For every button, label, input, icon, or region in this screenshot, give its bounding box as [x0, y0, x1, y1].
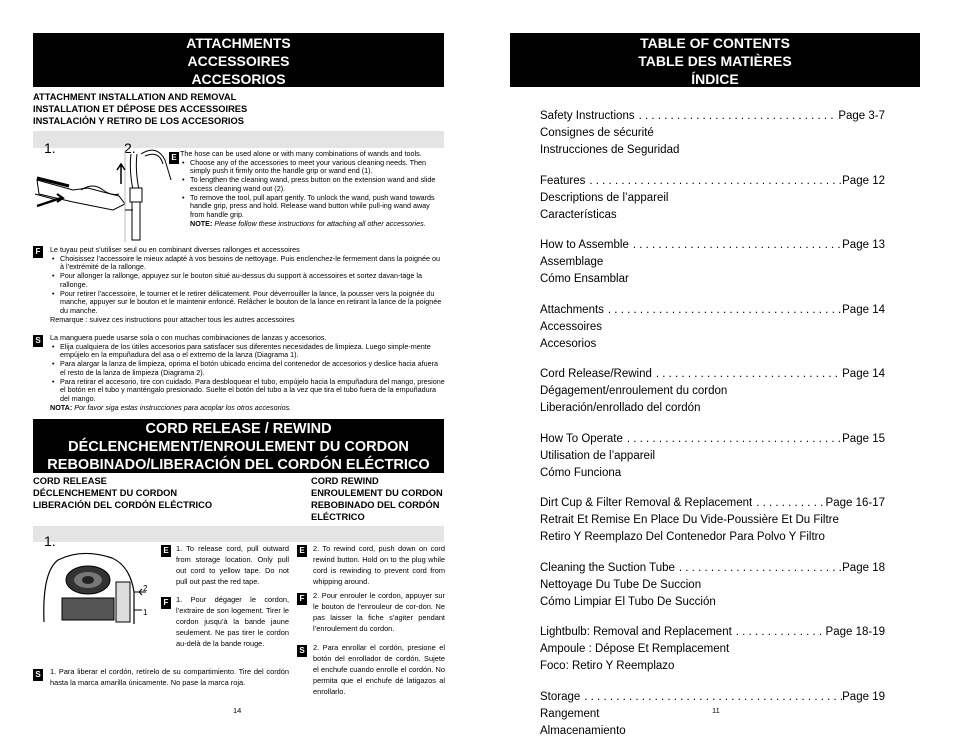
toc-leader-dots	[675, 560, 842, 577]
banner-line: ÍNDICE	[691, 71, 739, 87]
banner-line: ACCESSOIRES	[187, 53, 290, 69]
toc-subtitle: Cómo Ensamblar	[540, 273, 629, 285]
cord-banner	[33, 419, 444, 473]
toc-title: Storage	[540, 690, 581, 703]
lang-tag-spanish: S	[33, 335, 43, 347]
toc-leader-dots	[635, 108, 839, 125]
toc-subtitle: Accessoires	[540, 320, 602, 333]
french-intro: Le tuyau peut s’utiliser seul ou en combinant diverses rallonges et accessoires	[50, 245, 300, 254]
toc-line	[540, 237, 885, 254]
heading-line: INSTALLATION ET DÉPOSE DES ACCESSOIRES	[33, 104, 248, 114]
banner-line: ATTACHMENTS	[186, 35, 291, 51]
heading-line: DÉCLENCHEMENT DU CORDON	[33, 488, 178, 498]
lang-tag-english: E	[169, 152, 179, 164]
list-item: • Choisissez l’accessoire le mieux adapté à vos besoins de nettoyage. Puis enclenchez-le fermement dans la poignée ou à l’extrémité de la rallonge.	[50, 255, 445, 272]
toc-banner	[510, 33, 920, 87]
toc-entry	[540, 302, 885, 353]
heading-line: LIBERACIÓN DEL CORDÓN ELÉCTRICO	[33, 500, 213, 510]
heading-line: ENROULEMENT DU CORDON	[311, 488, 443, 498]
list-item: • To lengthen the cleaning wand, press button on the extension wand and slide excess cleaning wand out (2).	[180, 176, 442, 193]
toc-entry	[540, 495, 885, 546]
toc-leader-dots	[585, 173, 842, 190]
list-item: • Pour allonger la rallonge, appuyez sur le bouton situé au-dessus du support à accessoires et sortez davan-tage la rallonge.	[50, 272, 445, 289]
cord-release-heading	[33, 475, 212, 511]
toc-line	[540, 689, 885, 706]
toc-subtitle: Cómo Limpiar El Tubo De Succión	[540, 595, 716, 608]
toc-title: Dirt Cup & Filter Removal & Replacement	[540, 497, 753, 509]
note-label: NOTE:	[190, 218, 213, 228]
heading-line: ELÉCTRICO	[311, 512, 365, 522]
banner-line: ACCESORIOS	[191, 71, 286, 87]
english-intro: The hose can be used alone or with many combinations of wands and tools.	[180, 149, 422, 158]
cord-release-spanish: 1. Para liberar el cordón, retírelo de su compartimiento. Tire del cordón hasta la marca amarilla únicamente. No pase la marca roja.	[50, 667, 289, 687]
toc-page-ref: Page 18	[842, 561, 885, 574]
toc-title: Safety Instructions	[540, 110, 635, 122]
toc-title: Features	[540, 174, 586, 187]
toc-line	[540, 624, 885, 641]
toc-page-ref: Page 3-7	[838, 110, 885, 122]
toc-subtitle: Consignes de sécurité	[540, 127, 654, 139]
toc-page-ref: Page 14	[842, 303, 885, 316]
right-page-number: 11	[712, 706, 720, 715]
toc-entry	[540, 173, 885, 224]
list-item: • To remove the tool, pull apart gently. To unlock the wand, push wand towards handle grip, press and hold. Release wand button while pull-ing wand away from handle grip.	[180, 194, 442, 220]
toc-subtitle: Foco: Retiro Y Reemplazo	[540, 660, 675, 672]
left-page-number: 14	[233, 706, 242, 715]
toc-leader-dots	[623, 431, 842, 448]
toc-subtitle: Utilisation de l’appareil	[540, 449, 656, 462]
cord-rewind-english: 2. To rewind cord, push down on cord rewind button. Hold on to the plug while cord is rewinding to prevent cord from whipping around.	[313, 544, 445, 586]
toc-title: Cleaning the Suction Tube	[540, 561, 675, 574]
heading-line: CORD REWIND	[311, 476, 379, 486]
spanish-intro: La manguera puede usarse sola o con muchas combinaciones de lanzas y accesorios.	[50, 333, 327, 342]
french-remark: Remarque : suivez ces instructions pour attacher tous les autres accessoires	[50, 314, 295, 324]
attachment-illustration	[33, 150, 173, 242]
heading-line: REBOBINADO DEL CORDÓN	[311, 500, 440, 510]
toc-subtitle: Cómo Funciona	[540, 466, 622, 479]
toc-subtitle: Almacenamiento	[540, 724, 626, 737]
heading-line: INSTALACIÓN Y RETIRO DE LOS ACCESORIOS	[33, 116, 244, 126]
cord-figure-label: 1.	[44, 533, 56, 549]
lang-tag-spanish: S	[33, 669, 43, 681]
toc-entry	[540, 108, 885, 159]
banner-line: TABLE DES MATIÈRES	[638, 53, 792, 69]
list-item: • Para alargar la lanza de limpieza, oprima el botón ubicado encima del contenedor de accesorios y deslice hacia afuera el resto de la lanza de limpieza (Diagrama 2).	[50, 360, 445, 377]
toc-entry	[540, 624, 885, 675]
toc-entry	[540, 560, 885, 611]
toc-subtitle: Retrait Et Remise En Place Du Vide-Poussière Et Du Filtre	[540, 514, 839, 526]
toc-page-ref: Page 13	[842, 239, 885, 251]
install-heading	[33, 91, 247, 127]
toc-page-ref: Page 19	[842, 690, 885, 703]
cord-rewind-spanish: 2. Para enrollar el cordón, presione el botón del enrollador de cordón. Sujete el enchufe cuando enrolle el cordón. No permita que el enchufe dé latigazos al enrollarlo.	[313, 643, 445, 696]
toc-leader-dots	[580, 689, 842, 706]
toc-line	[540, 173, 885, 190]
toc-line	[540, 108, 885, 125]
heading-line: CORD RELEASE	[33, 476, 107, 486]
toc-page-ref: Page 12	[842, 174, 885, 187]
banner-line: DÉCLENCHEMENT/ENROULEMENT DU CORDON	[68, 439, 409, 455]
french-instructions	[50, 246, 445, 324]
lang-tag-french: F	[161, 597, 171, 609]
toc-page-ref: Page 18-19	[825, 626, 885, 638]
attachments-banner	[33, 33, 444, 87]
cord-release-french: 1. Pour dégager le cordon, l’extraire de son logement. Tirer le cordon jusqu’à la bande jaune seulement. Ne pas tirer le cordon au-delà de la bande rouge.	[176, 595, 289, 648]
lang-tag-english: E	[161, 545, 171, 557]
banner-line: TABLE OF CONTENTS	[640, 35, 790, 51]
lang-tag-french: F	[33, 246, 43, 258]
toc-leader-dots	[604, 302, 842, 319]
toc-entry	[540, 237, 885, 288]
cord-rewind-heading	[311, 475, 443, 523]
list-item: • Para retirar el accesorio, tire con cuidado. Para desbloquear el tubo, empújelo hacia la empuñadura del mango, presione el botón en el tubo y manténgalo presionado. Suelte el botón del tubo a la vez que tira el tubo fuera de la empuñadura del mango.	[50, 378, 445, 404]
toc-title: How To Operate	[540, 432, 623, 445]
toc-title: Cord Release/Rewind	[540, 368, 652, 380]
note-label: NOTA:	[50, 402, 73, 412]
toc-subtitle: Ampoule : Dépose Et Remplacement	[540, 643, 730, 655]
cord-illustration	[42, 552, 154, 626]
toc-subtitle: Características	[540, 208, 617, 221]
english-note: Please follow these instructions for attaching all other accessories.	[214, 218, 426, 228]
toc-leader-dots	[732, 624, 826, 641]
lang-tag-english: E	[297, 545, 307, 557]
heading-line: ATTACHMENT INSTALLATION AND REMOVAL	[33, 92, 237, 102]
cord-figure-header-bar	[33, 526, 444, 542]
lang-tag-spanish: S	[297, 645, 307, 657]
toc-leader-dots	[629, 237, 842, 254]
toc-line	[540, 366, 885, 383]
table-of-contents	[540, 108, 885, 738]
figure-2-label: 2.	[124, 140, 136, 156]
english-instructions	[180, 150, 442, 228]
toc-page-ref: Page 14	[842, 368, 885, 380]
toc-entry	[540, 431, 885, 482]
list-item: • Pour retirer l’accessoire, le tourner et le retirer délicatement. Pour déverrouiller la lance, la pousser vers la poignée du manche, appuyer sur le bouton et le maintenir enfoncé. Relâcher le bouton de la lance en retirant la lance de la poignée du manche.	[50, 290, 445, 316]
toc-page-ref: Page 16-17	[825, 497, 885, 509]
toc-leader-dots	[652, 366, 842, 383]
cord-marker-2: 2	[143, 584, 148, 593]
toc-leader-dots	[752, 495, 825, 512]
list-item: • Choose any of the accessories to meet your various cleaning needs. Then simply push it firmly onto the handle grip or wand end (1).	[180, 159, 442, 176]
list-item: • Elija cualquiera de los útiles accesorios para satisfacer sus diferentes necesidades de limpieza. Luego simple-mente empújelo en la empuñadura del asa o el extremo de la lanza (Diagrama 1).	[50, 343, 445, 360]
toc-subtitle: Dégagement/enroulement du cordon	[540, 385, 728, 397]
toc-title: Attachments	[540, 303, 604, 316]
banner-line: REBOBINADO/LIBERACIÓN DEL CORDÓN ELÉCTRICO	[47, 457, 430, 473]
toc-subtitle: Retiro Y Reemplazo Del Contenedor Para Polvo Y Filtro	[540, 531, 825, 543]
toc-subtitle: Liberación/enrollado del cordón	[540, 402, 701, 414]
figure-header-bar	[33, 131, 444, 148]
toc-subtitle: Nettoyage Du Tube De Succion	[540, 578, 702, 591]
spanish-instructions	[50, 334, 445, 412]
toc-line	[540, 302, 885, 319]
toc-subtitle: Accesorios	[540, 337, 597, 350]
banner-line: CORD RELEASE / REWIND	[145, 421, 332, 437]
toc-subtitle: Instrucciones de Seguridad	[540, 144, 680, 156]
toc-page-ref: Page 15	[842, 432, 885, 445]
toc-title: Lightbulb: Removal and Replacement	[540, 626, 732, 638]
toc-entry	[540, 366, 885, 417]
toc-line	[540, 560, 885, 577]
toc-subtitle: Descriptions de l’appareil	[540, 191, 669, 204]
toc-title: How to Assemble	[540, 239, 629, 251]
lang-tag-french: F	[297, 593, 307, 605]
spanish-note: Por favor siga estas instrucciones para acoplar los otros accesorios.	[74, 402, 292, 412]
cord-release-english: 1. To release cord, pull outward from storage location. Only pull out cord to yellow tape. Do not pull out past the red tape.	[176, 544, 289, 586]
toc-line	[540, 495, 885, 512]
cord-marker-1: 1	[143, 608, 148, 617]
toc-subtitle: Assemblage	[540, 256, 604, 268]
toc-subtitle: Rangement	[540, 707, 600, 720]
toc-line	[540, 431, 885, 448]
cord-rewind-french: 2. Pour enrouler le cordon, appuyer sur le bouton de l’enrouleur de cor-don. Ne pas laisser la fiche s’agiter pendant l’enroulement du cordon.	[313, 591, 445, 633]
figure-1-label: 1.	[44, 140, 56, 156]
